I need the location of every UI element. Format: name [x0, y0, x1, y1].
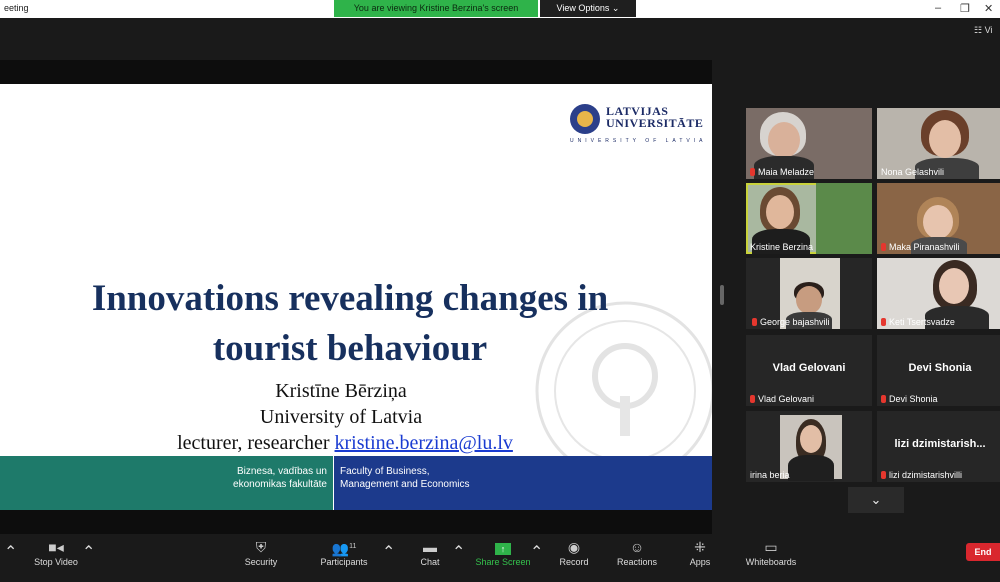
- smiley-icon: ☺: [629, 539, 645, 555]
- university-logo: [570, 104, 707, 144]
- security-button[interactable]: ⛨ Security: [238, 534, 284, 574]
- reactions-button[interactable]: ☺ Reactions: [612, 534, 662, 574]
- whiteboard-icon: ▭: [764, 539, 778, 555]
- email-link[interactable]: kristine.berzina@lu.lv: [334, 432, 513, 454]
- participant-tile[interactable]: [746, 108, 872, 179]
- participant-name: Nona Gelashvili: [881, 167, 945, 177]
- participant-name: Maia Meladze: [750, 167, 814, 177]
- shield-icon: ⛨: [255, 539, 267, 555]
- chevron-up-icon[interactable]: ⌃: [82, 544, 96, 561]
- muted-mic-icon: [881, 395, 886, 403]
- participant-tile[interactable]: [746, 183, 872, 254]
- view-layout-button[interactable]: ☷ Vi: [974, 25, 993, 35]
- title-bar: [0, 0, 1000, 18]
- share-screen-button[interactable]: ↑ Share Screen: [472, 534, 534, 574]
- resize-handle[interactable]: [720, 285, 724, 305]
- participant-display-name: Vlad Gelovani: [772, 362, 846, 374]
- end-meeting-button[interactable]: End: [966, 543, 1000, 561]
- chat-icon: ▬: [423, 539, 437, 555]
- chevron-up-icon[interactable]: ⌃: [4, 544, 18, 561]
- faculty-text-en: Management and Economics: [340, 479, 470, 490]
- participant-name: Kristine Berzina: [750, 242, 814, 252]
- record-icon: ◉: [567, 539, 581, 555]
- restore-icon[interactable]: ❐: [960, 3, 970, 15]
- participant-name: irina beria: [750, 470, 790, 480]
- chevron-up-icon[interactable]: ⌃: [530, 544, 544, 561]
- record-button[interactable]: ◉ Record: [552, 534, 596, 574]
- muted-mic-icon: [881, 471, 886, 479]
- whiteboards-button[interactable]: ▭ Whiteboards: [738, 534, 804, 574]
- slide-author: Kristīne Bērziņa: [275, 380, 407, 402]
- participant-display-name: lizi dzimistarish...: [894, 438, 986, 450]
- participant-name: lizi dzimistarishvilli: [881, 470, 962, 480]
- participant-tile[interactable]: [877, 258, 1000, 329]
- muted-mic-icon: [750, 168, 755, 176]
- video-camera-icon: ■◂: [48, 539, 64, 555]
- logo-text: UNIVERSITĀTE: [606, 116, 704, 130]
- participant-tile[interactable]: [746, 335, 872, 406]
- muted-mic-icon: [752, 318, 757, 326]
- participants-icon: 👥$^{11}$: [331, 540, 357, 557]
- participant-name: Maka Piranashvili: [881, 242, 960, 252]
- chevron-up-icon[interactable]: ⌃: [452, 544, 466, 561]
- apps-button[interactable]: ⁜ Apps: [682, 534, 718, 574]
- participant-display-name: Devi Shonia: [908, 362, 972, 374]
- slide-role: [0, 432, 690, 455]
- participant-name: George bajashvili: [752, 317, 830, 327]
- logo-text: LATVIJAS: [606, 104, 669, 118]
- participant-tile[interactable]: [877, 335, 1000, 406]
- view-options-button[interactable]: View Options ⌄: [540, 0, 636, 17]
- participant-tile[interactable]: [877, 108, 1000, 179]
- chat-button[interactable]: ▬ Chat: [410, 534, 450, 574]
- faculty-text-en: Faculty of Business,: [340, 466, 430, 477]
- apps-icon: ⁜: [694, 539, 706, 555]
- participant-tile[interactable]: [877, 411, 1000, 482]
- slide-university: University of Latvia: [259, 406, 423, 428]
- shared-screen: [0, 60, 712, 534]
- participant-tile[interactable]: [877, 183, 1000, 254]
- participant-tile[interactable]: [746, 411, 872, 482]
- muted-mic-icon: [750, 395, 755, 403]
- minimize-icon[interactable]: –: [935, 2, 942, 14]
- faculty-text-lv: ekonomikas fakultāte: [233, 479, 327, 490]
- presentation-slide: [0, 84, 712, 510]
- slide-title: [40, 274, 660, 374]
- window-title: eeting: [4, 3, 29, 13]
- faculty-band-lv: [0, 456, 333, 510]
- chevron-up-icon[interactable]: ⌃: [382, 544, 396, 561]
- participant-tile[interactable]: [746, 258, 872, 329]
- close-icon[interactable]: ✕: [984, 3, 994, 15]
- participant-name: Devi Shonia: [881, 394, 938, 404]
- faculty-band-en: [334, 456, 712, 510]
- muted-mic-icon: [881, 318, 886, 326]
- muted-mic-icon: [881, 243, 886, 251]
- meeting-toolbar: [0, 534, 1000, 574]
- logo-subtext: UNIVERSITY OF LATVIA: [570, 138, 707, 144]
- seal-icon: [570, 104, 600, 134]
- faculty-text-lv: Biznesa, vadības un: [236, 466, 327, 477]
- share-screen-icon: ↑: [472, 537, 534, 557]
- participant-name: Keti Tsertsvadze: [881, 317, 955, 327]
- gallery-next-button[interactable]: ⌄: [848, 487, 904, 513]
- slide-title-line: Innovations revealing changes in: [91, 278, 609, 319]
- participant-name: Vlad Gelovani: [750, 394, 814, 404]
- slide-title-line: tourist behaviour: [212, 328, 488, 369]
- role-text: lecturer, researcher: [177, 432, 335, 454]
- stop-video-button[interactable]: ■◂ Stop Video: [28, 534, 84, 574]
- participants-count: 11: [349, 543, 357, 550]
- participants-button[interactable]: 👥$^{11}$ Participants: [314, 534, 374, 574]
- viewing-screen-banner: You are viewing Kristine Berzina's screen: [334, 0, 538, 17]
